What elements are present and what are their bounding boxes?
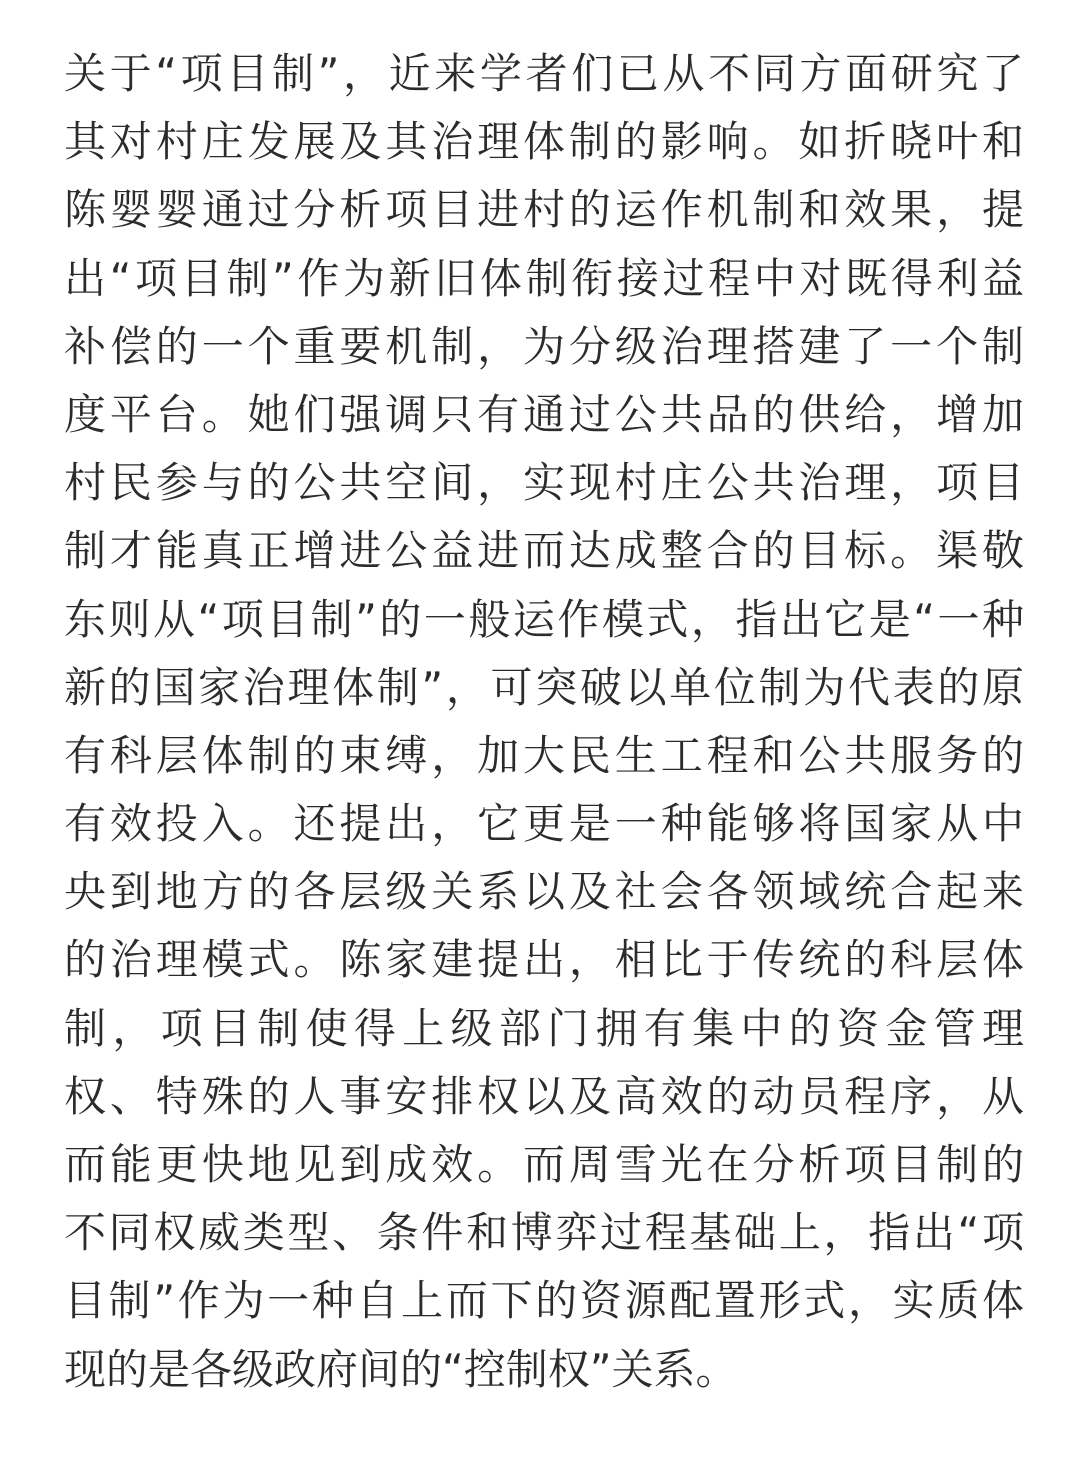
text-line: 补偿的一个重要机制，为分级治理搭建了一个制	[64, 321, 1024, 371]
text-line-last: 现的是各级政府间的“控制权”关系。	[64, 1344, 738, 1394]
text-line: 央到地方的各层级关系以及社会各领域统合起来	[64, 867, 1024, 917]
text-line: 制才能真正增进公益进而达成整合的目标。渠敬	[64, 526, 1024, 576]
text-line: 而能更快地见到成效。而周雪光在分析项目制的	[64, 1140, 1024, 1189]
text-line: 其对村庄发展及其治理体制的影响。如折晓叶和	[64, 117, 1024, 167]
text-line: 目制”作为一种自上而下的资源配置形式，实质体	[64, 1276, 1024, 1326]
text-line: 村民参与的公共空间，实现村庄公共治理，项目	[64, 458, 1024, 508]
text-line: 度平台。她们强调只有通过公共品的供给，增加	[64, 389, 1024, 439]
text-line: 陈婴婴通过分析项目进村的运作机制和效果，提	[64, 185, 1024, 235]
text-line: 有效投入。还提出，它更是一种能够将国家从中	[64, 799, 1024, 849]
text-line: 东则从“项目制”的一般运作模式，指出它是“一种	[64, 594, 1024, 644]
text-line: 有科层体制的束缚，加大民生工程和公共服务的	[64, 730, 1024, 780]
article-paragraph	[64, 40, 1024, 1404]
text-line: 新的国家治理体制”，可突破以单位制为代表的原	[64, 662, 1024, 712]
text-line: 权、特殊的人事安排权以及高效的动员程序，从	[64, 1071, 1024, 1121]
text-line: 关于“项目制”，近来学者们已从不同方面研究了	[64, 49, 1024, 98]
text-line: 出“项目制”作为新旧体制衔接过程中对既得利益	[64, 253, 1024, 303]
text-line: 不同权威类型、条件和博弈过程基础上，指出“项	[64, 1208, 1024, 1258]
text-line: 的治理模式。陈家建提出，相比于传统的科层体	[64, 935, 1024, 985]
text-line: 制，项目制使得上级部门拥有集中的资金管理	[64, 1003, 1024, 1053]
